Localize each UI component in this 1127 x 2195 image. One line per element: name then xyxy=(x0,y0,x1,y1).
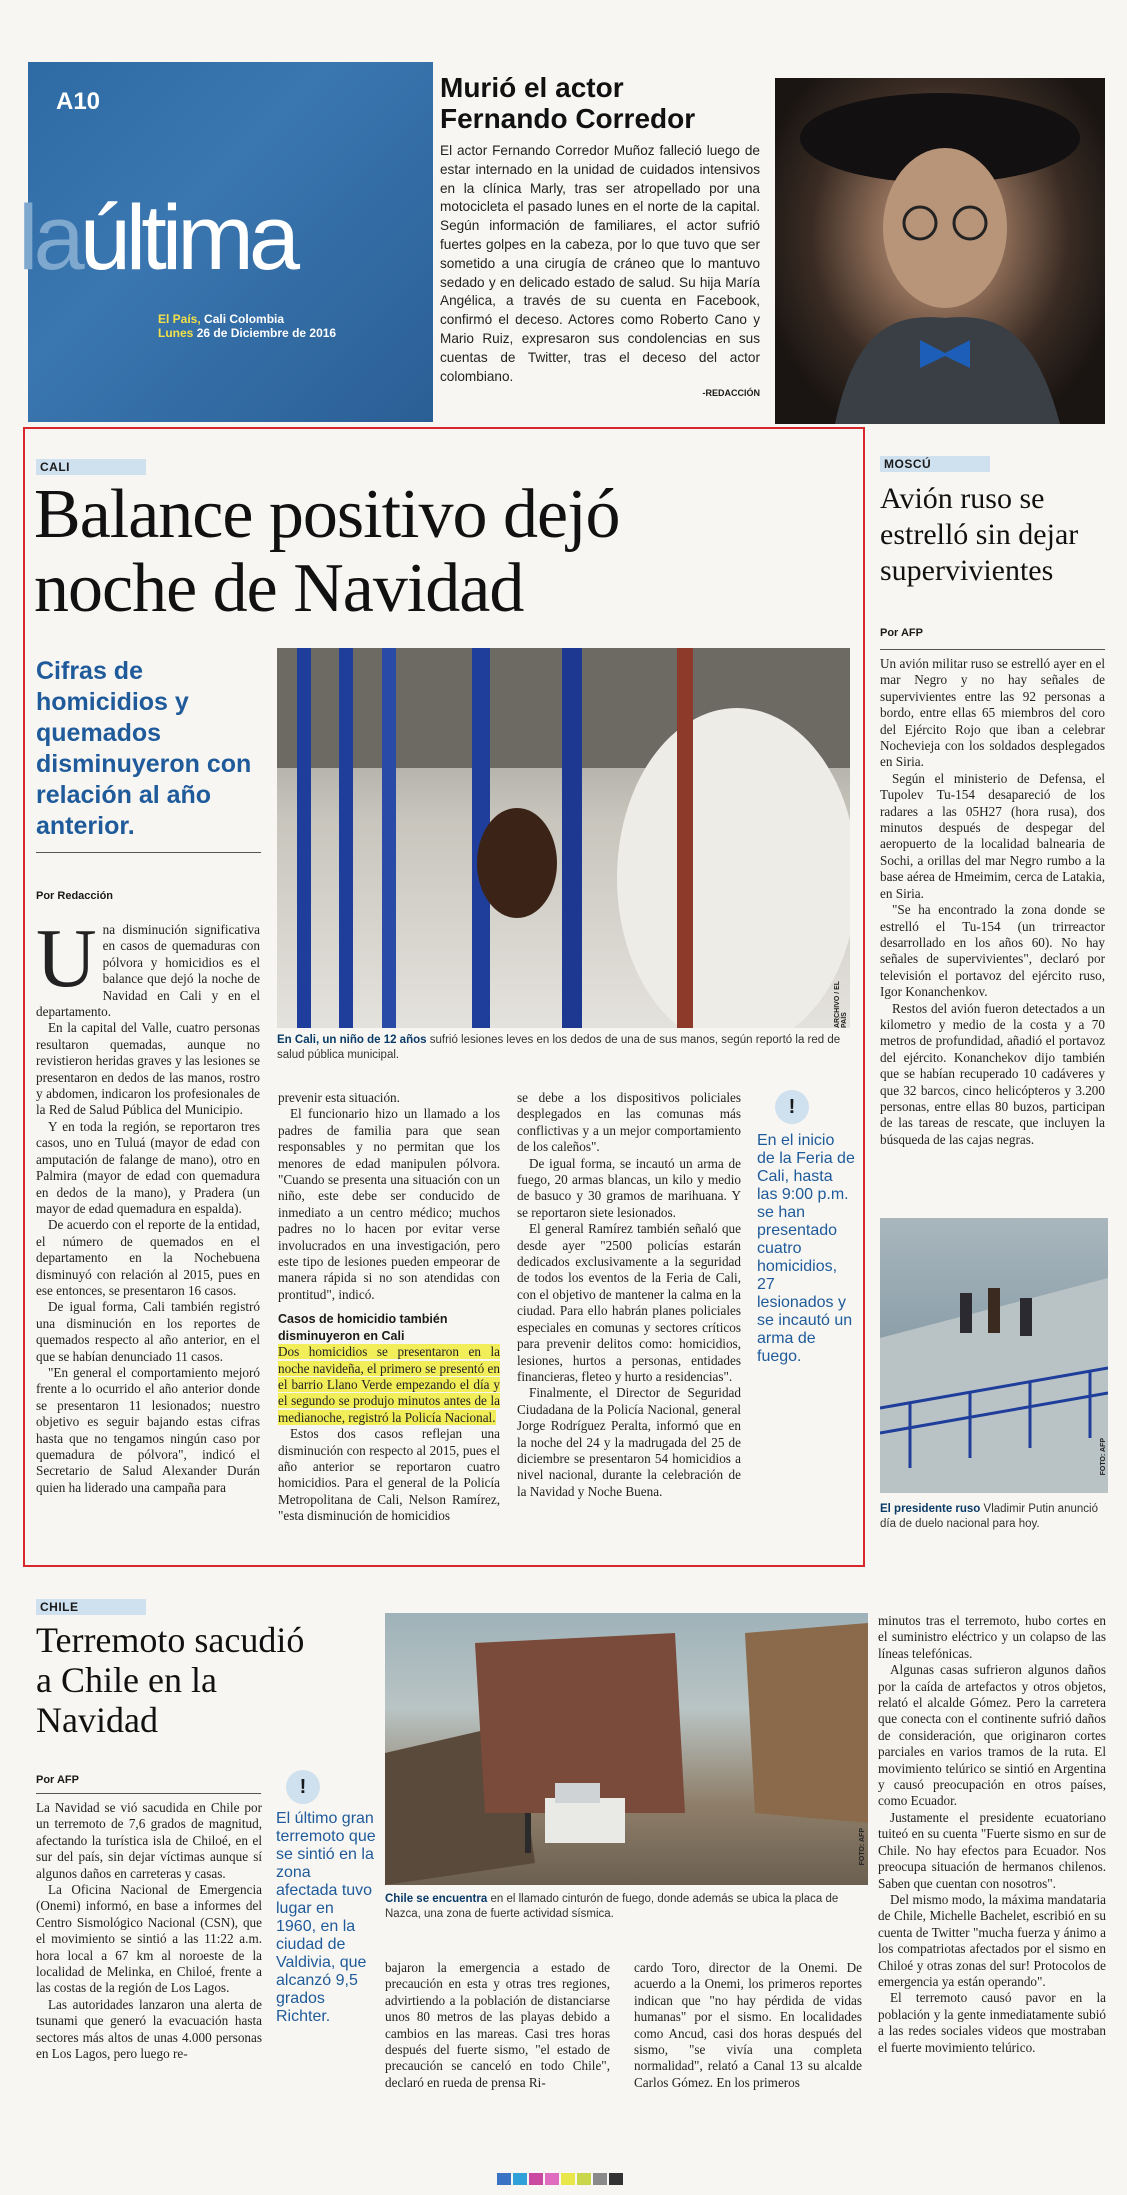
paragraph: Restos del avión fueron detectados a un kilometro y medio de la costa y a 70 metros de profundidad, añadió el portavoz del ejército. Konanchekov dijo también que se habían recuperado 10 cadáveres y que 32 barcos, cinco helicópteros y 3.200 personas, entre ellas 80 buzos, participan de las tareas de rescate, que incluyen la búsqueda de las cajas negras. xyxy=(880,1000,1105,1147)
color-swatch xyxy=(545,2173,559,2185)
child-hand-photo xyxy=(277,648,850,1028)
tag-chile: CHILE xyxy=(36,1599,146,1615)
caption-text: sufrió lesiones leves en los dedos de una de sus manos, según reportó la red de salud pública municipal. xyxy=(277,1034,841,1061)
main-col-3 xyxy=(517,1090,741,1500)
russia-byline: Por AFP xyxy=(880,627,923,639)
pier-illustration xyxy=(880,1218,1108,1493)
cali-fact-text: En el inicio de la Feria de Cali, hasta las 9:00 p.m. se han presentado cuatro homicidios, 27 lesionados y se incautó un arma de fuego. xyxy=(757,1132,855,1365)
main-story-byline: Por Redacción xyxy=(36,890,114,902)
headline-line2: noche de Navidad xyxy=(34,550,524,627)
paragraph: Las autoridades lanzaron una alerta de tsunami que generó la evacuación hasta sectores más altos de unas 4.000 personas en Los Lagos, pero luego re- xyxy=(36,1996,262,2062)
paragraph: Según el ministerio de Defensa, el Tupolev Tu-154 desapareció de los radares a las 05H27 (hora rusa), dos minutos después de despegar del aeropuerto de la localidad balnearia de Sochi, a orillas del mar Negro rumbo a la base aérea de Hmeimim, cerca de Latakia, en Siria. xyxy=(880,770,1105,901)
masthead xyxy=(18,62,433,422)
tag-moscu: MOSCÚ xyxy=(880,456,990,472)
paragraph: Finalmente, el Director de Seguridad Ciudadana de la Policía Nacional, general Jorge Rodríguez Peralta, informó que en la noche del 24 y la madrugada del 25 de diciembre se presentaron 54 homicidios a nivel nacional, durante la celebración de la Navidad y Noche Buena. xyxy=(517,1385,741,1499)
chile-fact-text: El último gran terremoto que se sintió en la zona afectada tuvo lugar en 1960, en la ciudad de Valdivia, que alcanzó 9,5 grados Richter. xyxy=(276,1810,376,2025)
main-col-1 xyxy=(36,912,260,1496)
caption-bold: El presidente ruso xyxy=(880,1503,981,1515)
chile-fact-box xyxy=(276,1770,376,2026)
main-story-tag xyxy=(36,458,146,476)
weekday: Lunes xyxy=(158,326,194,340)
plane-crash-photo xyxy=(880,1218,1108,1493)
boats-illustration xyxy=(385,1613,868,1885)
paragraph: De igual forma, se incautó un arma de fuego, 20 armas blancas, un kilo y medio de basuco y 30 gramos de marihuana. Y se reportaron siete lesionados. xyxy=(517,1155,741,1220)
paragraph: De igual forma, Cali también registró una disminución en los reportes de quemados respecto al año anterior, en el que se habían denunciado 11 casos. xyxy=(36,1299,260,1364)
highlighted-paragraph xyxy=(278,1344,500,1426)
exclamation-icon: ! xyxy=(286,1770,320,1804)
color-swatch xyxy=(577,2173,591,2185)
color-swatch xyxy=(593,2173,607,2185)
chile-headline: Terremoto sacudió a Chile en la Navidad xyxy=(36,1620,305,1740)
cali-fact-box xyxy=(757,1090,855,1366)
caption-text: Vladimir Putin anunció día de duelo nacional para hoy. xyxy=(880,1503,1098,1530)
paragraph: Y en toda la región, se reportaron tres casos, uno en Tuluá (mayor de edad con amputación de falange de mano), otro en Palmira (mayor de edad con quemadura en dedos de la mano), y Pradera (un mayor de edad quemadura en espalda). xyxy=(36,1118,260,1216)
main-col-2 xyxy=(278,1090,500,1525)
portrait-illustration xyxy=(775,78,1105,424)
drop-cap: U xyxy=(36,912,97,1005)
color-swatch xyxy=(497,2173,511,2185)
highlighted-text: Dos homicidios se presentaron en la noche navideña, el primero se presentó en el barrio Llano Verde empezando el día y el segundo se produjo minutos antes de la medianoche, registró la Policía Nacional. xyxy=(278,1344,500,1425)
lead-paragraph: na disminución significativa en casos de quemaduras con pólvora y homicidios es el balance que dejó la noche de Navidad en Cali y en el departamento. xyxy=(36,922,260,1020)
actor-portrait-photo xyxy=(775,78,1105,424)
main-photo-caption xyxy=(277,1033,847,1063)
photo-illustration xyxy=(277,648,850,1028)
earthquake-boats-photo xyxy=(385,1613,868,1885)
paper-name: El País, xyxy=(158,312,201,326)
photo-credit: ARCHIVO / EL PAÍS xyxy=(834,981,848,1028)
date: 26 de Diciembre de 2016 xyxy=(196,326,337,340)
russia-body xyxy=(880,656,1105,1148)
caption-bold: Chile se encuentra xyxy=(385,1893,488,1905)
chile-rule xyxy=(36,1793,261,1794)
paragraph: Del mismo modo, la máxima mandataria de Chile, Michelle Bachelet, escribió en su cuenta de Twitter "mucha fuerza y ánimo a los compatriotas afectados por el sismo en Chiloé y otras zonas del sur! Protocolos de emergencia ya están operando". xyxy=(878,1891,1106,1989)
paragraph: El general Ramírez también señaló que desde ayer "2500 policías estarán dedicados exclusivamente a la seguridad de todos los eventos de la Feria de Cali, con el objetivo de mantener la calma en la ciudad. Para ello habrán planes policiales especiales en comunas y sectores críticos para prevenir delitos como: homicidios, lesiones, hurtos a personas, entidades financieras, fleteo y hurto a residencias". xyxy=(517,1221,741,1384)
caption-text: en el llamado cinturón de fuego, donde además se ubica la placa de Nazca, una zona de fuerte actividad sísmica. xyxy=(385,1893,839,1920)
masthead-dateline xyxy=(158,312,336,340)
paragraph: bajaron la emergencia a estado de precaución en esta y otras tres regiones, advirtiendo a la población de distanciarse unos 80 metros de las playas debido a cambios en las mareas. Casi tres horas después del fuerte sismo, "el estado de precaución se canceló en todo Chile", declaró en rueda de prensa Ri- xyxy=(385,1960,610,2090)
section-logo xyxy=(18,187,296,289)
section-logo-suffix: última xyxy=(79,187,296,289)
paragraph: minutos tras el terremoto, hubo cortes en el suministro eléctrico y un colapso de las líneas telefónicas. xyxy=(878,1613,1106,1661)
russia-story xyxy=(880,455,1105,1148)
paragraph: La Navidad se vió sacudida en Chile por un terremoto de 7,6 grados de magnitud, afectando la turística isla de Chiloé, en el sur del país, sin dejar víctimas aunque sí algunos daños en carreteras y casas. xyxy=(36,1800,262,1881)
obituary-headline-line2: Fernando Corredor xyxy=(440,103,696,134)
paragraph: "En general el comportamiento mejoró frente a lo ocurrido el año anterior donde se presentaron 11 lesionados; nuestro objetivo es seguir bajando estas cifras hasta que no tengamos ningún caso por quemadura de pólvora", indicó el Secretario de Salud Alexander Durán quien ha liderado una campaña para xyxy=(36,1364,260,1495)
russia-headline: Avión ruso se estrelló sin dejar supervivientes xyxy=(880,482,1079,587)
section-logo-prefix: la xyxy=(18,187,80,289)
obituary-article xyxy=(440,72,760,398)
deck-rule xyxy=(36,852,261,853)
tag-cali: CALI xyxy=(36,459,146,475)
paragraph: En la capital del Valle, cuatro personas resultaron quemadas, aunque no revistieron heridas graves y las lesiones se presentaron en dedos de las manos, rostro y abdomen, indicaron los profesionales de la Red de Salud Pública del Municipio. xyxy=(36,1020,260,1118)
paragraph: prevenir esta situación. xyxy=(278,1090,400,1105)
paragraph: se debe a los dispositivos policiales desplegados en las comunas más conflictivas y a un mejor comportamiento de los caleños". xyxy=(517,1090,741,1155)
paragraph: Estos dos casos reflejan una disminución con respecto al 2015, pues el año anterior se reportaron cuatro homicidios. Para el general de la Policía Metropolitana de Cali, Nelson Ramírez, "esta disminución de homicidios xyxy=(278,1426,500,1524)
obituary-headline-line1: Murió el actor xyxy=(440,72,624,103)
russia-photo-caption xyxy=(880,1502,1105,1532)
chile-photo-caption xyxy=(385,1892,865,1922)
russia-photo-credit: FOTO: AFP xyxy=(1100,1438,1107,1476)
exclamation-icon: ! xyxy=(775,1090,809,1124)
paragraph: El funcionario hizo un llamado a los padres de familia para que sean responsables y no permitan que los menores de edad manipulen pólvora. "Cuando se presenta una situación con un niño, este debe ser conducido de inmediato a un centro médico; muchos padres no lo hacen por evitar verse involucrados en una investigación, pero este tipo de lesiones pueden empeorar de manera rápida si no son atendidas con prontitud", indicó. xyxy=(278,1106,500,1302)
paragraph: cardo Toro, director de la Onemi. De acuerdo a la Onemi, los primeros reportes indican que "no hay pérdida de vidas humanas" por el sismo. En localidades como Ancud, casi dos horas después del sismo, "se vivía una completa normalidad", relató a Canal 13 su alcalde Carlos Gómez. En los primeros xyxy=(634,1960,862,2090)
page-number: A10 xyxy=(56,88,101,115)
color-swatch xyxy=(513,2173,527,2185)
main-story-deck: Cifras de homicidios y quemados disminuyeron con relación al año anterior. xyxy=(36,657,252,840)
chile-byline: Por AFP xyxy=(36,1774,79,1786)
paragraph: Algunas casas sufrieron algunos daños por la caída de artefactos y otros objetos, relató el alcalde Gómez. Pero la carretera que conecta con el continente sufrió daños de consideración, que originaron cortes parciales en varios tramos de la ruta. El movimiento telúrico se sintió en Argentina y causó preocupación en otros países, como Ecuador. xyxy=(878,1662,1106,1809)
headline-line1: Balance positivo dejó xyxy=(34,476,620,553)
chile-col-3 xyxy=(634,1960,862,2091)
obituary-headline xyxy=(440,72,760,134)
paragraph: Un avión militar ruso se estrelló ayer en el mar Negro y no hay señales de supervivientes entre las 92 personas a bordo, entre ellas 65 miembros del coro del Ejército Rojo que iban a celebrar Nochevieja con los soldados desplegados en Siria. xyxy=(880,656,1105,770)
chile-col-1 xyxy=(36,1800,262,2063)
main-story-headline xyxy=(34,478,620,626)
russia-rule xyxy=(880,649,1105,650)
color-swatch xyxy=(529,2173,543,2185)
caption-bold: En Cali, un niño de 12 años xyxy=(277,1034,427,1046)
obituary-signature: -REDACCIÓN xyxy=(702,388,760,399)
color-registration-bar xyxy=(497,2173,623,2185)
paragraph: La Oficina Nacional de Emergencia (Onemi) informó, en base a informes del Centro Sismológico Nacional (CSN), que el movimiento se sintió a las 11:22 a.m. hora local a 67 km al noroeste de la localidad de Melinka, en Chiloé, frente a las costas de la región de Los Lagos. xyxy=(36,1882,262,1996)
chile-col-2 xyxy=(385,1960,610,2091)
obituary-body: El actor Fernando Corredor Muñoz falleció luego de estar internado en la unidad de cuidados intensivos en la clínica Marly, tras ser atropellado por una motocicleta el pasado lunes en el norte de la capital. Según información de familiares, el actor sufrió fuertes golpes en la cabeza, por lo que tuvo que ser sometido a una cirugía de cráneo que lo mantuvo sedado y en delicado estado de salud. Su hija María Angélica, a través de su cuenta en Facebook, confirmó el deceso. Actores como Roberto Cano y Mario Ruiz, expresaron sus condolencias en sus cuentas de Twitter, tras el deceso del actor colombiano. xyxy=(440,143,760,384)
paragraph: "Se ha encontrado la zona donde se estrelló el Tu-154 (un trirreactor desarrollado en los años 60). No hay señales de supervivientes", declaró por televisión el portavoz del ejército ruso, Igor Konanchenkov. xyxy=(880,902,1105,1000)
color-swatch xyxy=(609,2173,623,2185)
chile-tag xyxy=(36,1598,146,1616)
homicide-subhead: Casos de homicidio también disminuyeron en Cali xyxy=(278,1312,448,1343)
paragraph: El terremoto causó pavor en la población y la gente inmediatamente subió a las redes sociales videos que mostraban el fuerte movimiento telúrico. xyxy=(878,1990,1106,2055)
paragraph: Justamente el presidente ecuatoriano tuiteó en su cuenta "Fuerte sismo en sur de Chile. No hay efectos para Ecuador. Nos preocupa situación de hermanos chilenos. Saben que cuentan con nosotros". xyxy=(878,1809,1106,1891)
city: Cali Colombia xyxy=(204,312,285,326)
chile-photo-credit: FOTO: AFP xyxy=(859,1828,866,1866)
paragraph: De acuerdo con el reporte de la entidad, el número de quemados en el departamento en la Nochebuena disminuyó con relación al 2015, pues en ese entonces, se presentaron 16 casos. xyxy=(36,1217,260,1298)
color-swatch xyxy=(561,2173,575,2185)
chile-col-4 xyxy=(878,1613,1106,2056)
